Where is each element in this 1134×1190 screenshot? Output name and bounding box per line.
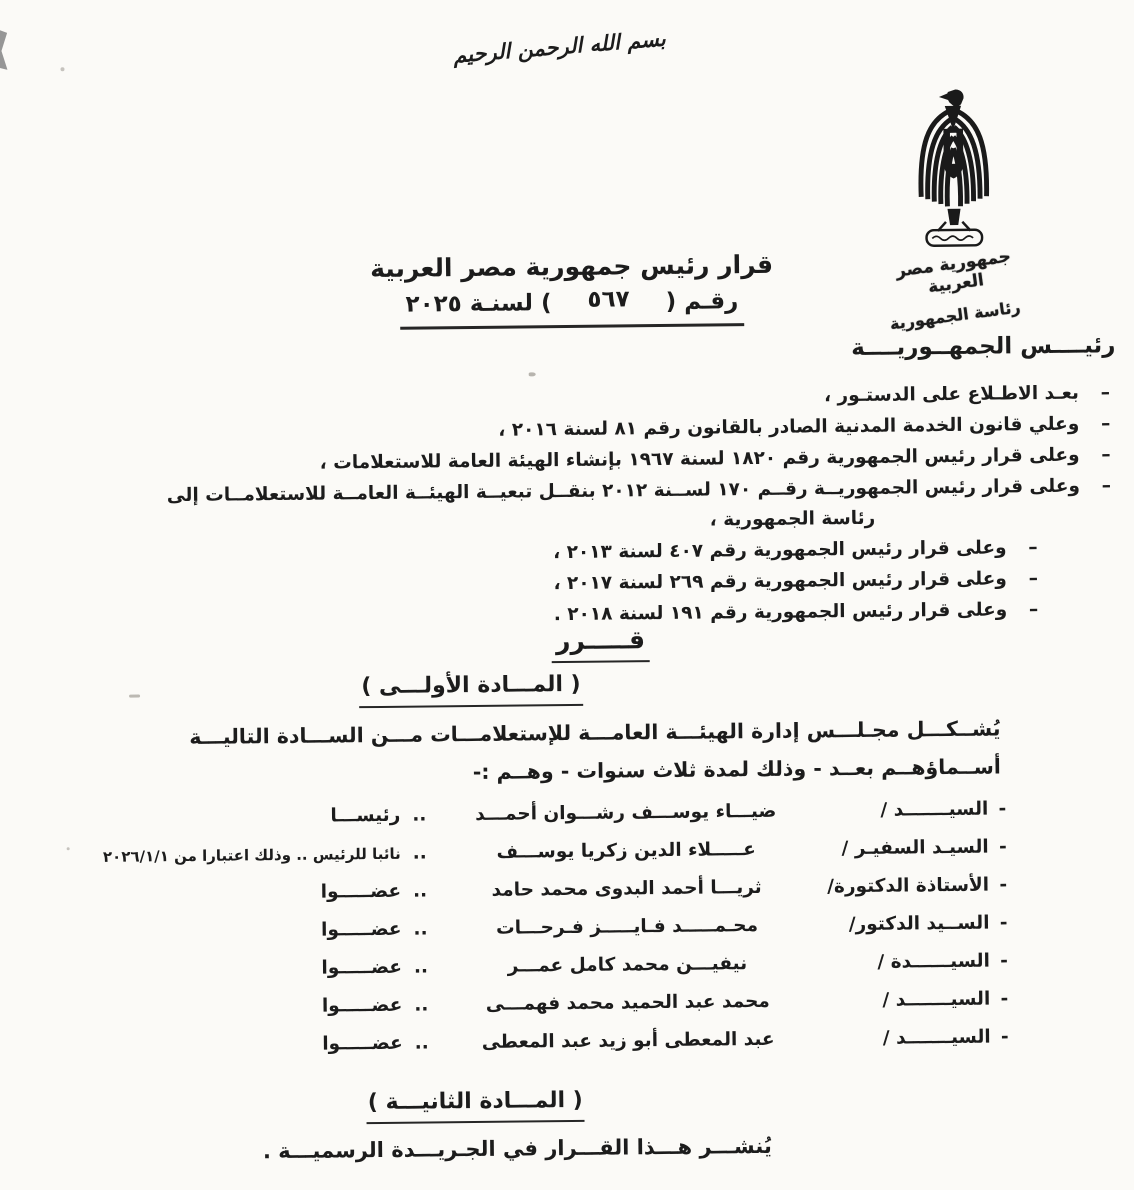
preamble-text: وعلى قرار رئيس الجمهورية رقم ٤٠٧ لسنة ٢٠١٣ ، [553, 537, 1007, 564]
preamble-text: وعلي قانون الخدمة المدنية الصادر بالقانون رقم ٨١ لسنة ٢٠١٦ ، [498, 413, 1080, 441]
member-role: عضـــــوا [321, 956, 403, 979]
list-dash: – [1028, 599, 1039, 621]
egypt-eagle-icon [904, 83, 1004, 252]
member-title: السيــــــدة / [877, 950, 990, 973]
article-one-intro [118, 709, 1001, 794]
list-dash: – [1101, 475, 1112, 497]
member-title: الســيد الدكتور/ [848, 912, 990, 936]
member-role: نائبا للرئيس .. وذلك اعتبارا من ٢٠٢٦/١/١ [102, 844, 401, 866]
preamble-text-line2: رئاسة الجمهورية ، [709, 507, 876, 531]
list-dash: - [1000, 988, 1009, 1010]
list-dash: - [1000, 1026, 1009, 1048]
member-role: عضـــــوا [320, 918, 402, 941]
preamble-text: وعلى قرار رئيس الجمهورية رقم ١٩١ لسنة ٢٠١٨ . [553, 599, 1008, 626]
list-dash: – [1028, 568, 1038, 590]
list-dash: - [999, 912, 1008, 934]
member-name: محـمـــــد فـايـــــز فـرحـــات [495, 915, 759, 939]
list-dash: - [999, 874, 1008, 896]
presidency-emblem [873, 83, 1036, 334]
decree-number-prefix: رقـم ( [665, 288, 739, 315]
member-name: نيفيـــن محمد كامل عمـــر [507, 953, 748, 977]
member-row [40, 987, 1008, 1021]
emblem-office-label: رئاسة الجمهورية [888, 297, 1022, 334]
preamble-item [55, 471, 1112, 542]
decree-number-suffix: ) لسنـة ٢٠٢٥ [405, 290, 552, 318]
member-title: السيـــــــد / [882, 988, 991, 1011]
emblem-country-label: جمهورية مصر العربية [894, 246, 1013, 298]
name-role-separator: .. [413, 956, 429, 978]
preamble-text: وعلى قرار رئيس الجمهورية رقم ١٨٢٠ لسنة ١٩٦٧ بإنشاء الهيئة العامة للاستعلامات ، [319, 444, 1080, 474]
member-row [39, 835, 1007, 869]
board-members-list [38, 797, 1009, 1073]
list-dash: - [1000, 950, 1008, 972]
member-role: رئيســـا [330, 804, 401, 827]
member-title: السيـــــــد / [880, 798, 989, 821]
preamble-list [54, 378, 1113, 636]
member-title: السيـــــــد / [882, 1026, 991, 1049]
member-name: عـــــلاء الدين زكريا يوســـف [496, 839, 756, 863]
member-role: عضـــــوا [320, 880, 402, 903]
member-title: الأستاذة الدكتورة/ [827, 874, 990, 898]
member-row [39, 911, 1007, 945]
article-two-heading: ( المـــادة الثانيـــة ) [5, 1084, 945, 1128]
intro-line-2: أســماؤهــم بعــد - وذلك لمدة ثلاث سنوات - وهــم :- [472, 754, 1001, 784]
preamble-text: وعلى قرار رئيس الجمهورية رقم ٢٦٩ لسنة ٢٠١٧ ، [553, 568, 1007, 595]
member-name: ثريـــا أحمد البدوى محمد حامد [491, 876, 762, 901]
member-row [38, 797, 1006, 831]
member-role: عضـــــوا [321, 994, 403, 1017]
name-role-separator: .. [414, 994, 429, 1016]
decree-number-line [399, 288, 744, 330]
decree-number-value: ٥٦٧ [587, 286, 630, 313]
list-dash: – [1100, 413, 1111, 435]
name-role-separator: .. [412, 880, 428, 902]
bismillah-calligraphy: بسم الله الرحمن الرحيم [452, 25, 667, 68]
name-role-separator: .. [414, 1032, 429, 1054]
article-two-body: يُنشـــر هـــذا القـــرار في الجـريـــدة الرسميـــة . [262, 1133, 772, 1164]
member-name: عبد المعطى أبو زيد عبد المعطى [481, 1028, 775, 1053]
preamble-text: بعـد الاطـلاع على الدستـور ، [823, 382, 1080, 407]
member-role: عضـــــوا [322, 1032, 403, 1055]
name-role-separator: .. [412, 842, 427, 864]
list-dash: – [1100, 382, 1111, 404]
member-row [41, 1025, 1009, 1059]
decision-word: قـــــرر [33, 620, 1134, 669]
issuer-heading: رئيــــس الجمهــوريــــة [850, 332, 1116, 362]
article-one-heading: ( المـــادة الأولـــى ) [1, 668, 941, 712]
list-dash: – [1028, 537, 1038, 559]
member-name: ضيـــاء يوســـف رشـــوان أحمـــد [475, 800, 777, 825]
decree-title: قرار رئيس جمهورية مصر العربية [369, 249, 774, 284]
member-title: السيـد السفيـر / [841, 836, 989, 860]
scan-artifact [529, 372, 536, 376]
member-row [39, 873, 1007, 907]
preamble-text [167, 472, 1081, 542]
intro-line-1: يُشــكـــل مجـلـــس إدارة الهيئـــة العامـــة للإستعلامـــات مـــن الســـادة التاليـــة [189, 716, 1001, 749]
scan-artifact [60, 67, 64, 71]
list-dash: - [998, 836, 1007, 858]
decree-title-block [326, 249, 817, 330]
member-name: محمد عبد الحميد محمد فهمـــى [485, 990, 770, 1015]
scan-artifact [0, 28, 8, 70]
member-row [40, 949, 1008, 983]
name-role-separator: .. [413, 918, 428, 940]
name-role-separator: .. [412, 804, 427, 826]
preamble-text-line1: وعلى قرار رئيس الجمهوريــة رقــم ١٧٠ لســنة ٢٠١٢ بنقــل تبعيــة الهيئــة العامــة للاستعلامــات إلى [166, 475, 1081, 507]
list-dash: – [1101, 444, 1111, 466]
list-dash: - [998, 798, 1007, 820]
